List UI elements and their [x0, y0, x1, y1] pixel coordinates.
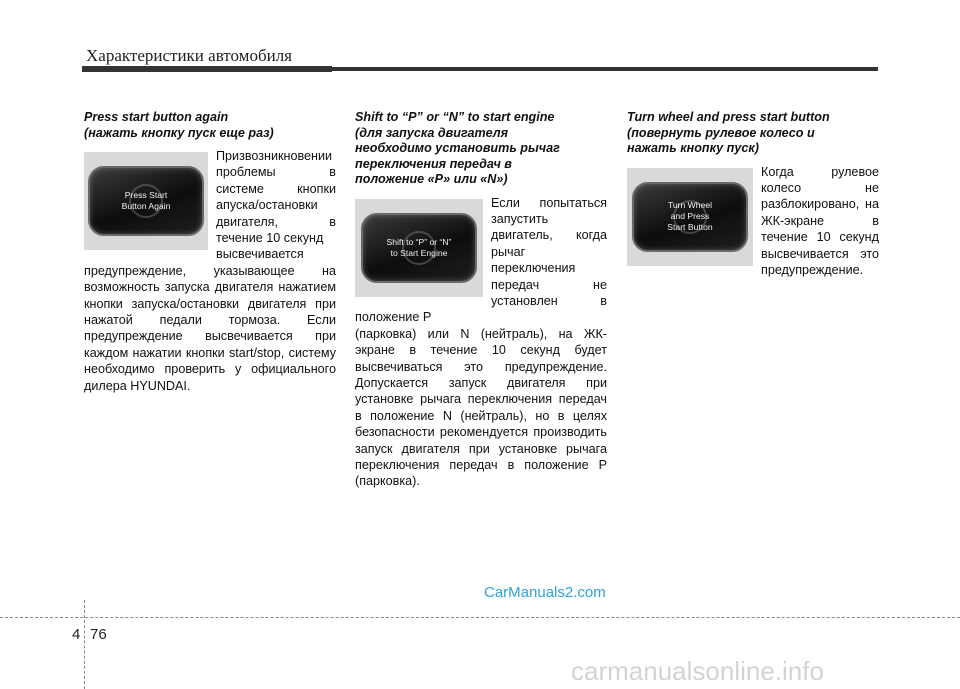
paragraph-intro: Когда рулевое колесо не разблокировано, на ЖК-экране в течение 10 секунд высвечивается это предупреждение. [761, 164, 879, 277]
heading-english: Shift to “P” or “N” to start engine [355, 110, 555, 124]
footer-rule [0, 617, 960, 618]
lcd-screen [361, 213, 477, 283]
heading-russian-3: переключения передач в [355, 156, 512, 171]
lcd-screen [632, 182, 748, 252]
paragraph-intro: Если попытаться запустить двигатель, когда рычаг переключения передач не установлен в положение P [355, 195, 607, 325]
lcd-screen [88, 166, 204, 236]
paragraph-body: высвечивается предупреждение, указывающее на возможность запуска двигателя нажатием кнопки запуска/остановки двигателя при нажатой педали тормоза. Если предупреждение высвечивается при каждом нажатии кнопки start/stop, систему необходимо проверить у официального дилера HYUNDAI. [84, 247, 336, 393]
lcd-message: Turn Wheel and Press Start Button [667, 200, 713, 232]
heading-russian-1: (повернуть рулевое колесо и [627, 125, 815, 140]
paragraph-body: (парковка) или N (нейтраль), на ЖК-экране в течение 10 секунд будет высвечиваться это предупреждение. Допускается запуск двигателя при установке рычага переключения передач в положение N (нейтраль), но в целях безопасности рекомендуется производить запуск двигателя при установке рычага переключения передач в положение P (парковка). [355, 326, 607, 489]
heading-russian-4: положение «P» или «N») [355, 172, 508, 186]
section-shift-p-n [355, 110, 607, 490]
paragraph-intro: Призвозникновении проблемы в системе кнопки апуска/остановки двигателя, в течение 10 секунд [216, 149, 336, 246]
section-heading [355, 110, 607, 188]
watermark-link[interactable]: CarManuals2.com [484, 584, 606, 601]
section-heading [627, 110, 879, 157]
heading-russian-2: необходимо установить рычаг [355, 141, 560, 155]
heading-english: Press start button again [84, 110, 229, 124]
header-rule-accent [82, 66, 332, 72]
lcd-warning-image [627, 168, 753, 266]
section-heading [84, 110, 336, 141]
footer-divider [84, 600, 85, 689]
heading-english: Turn wheel and press start button [627, 110, 830, 124]
lcd-warning-image [84, 152, 208, 250]
lcd-message: Shift to “P” or “N” to Start Engine [386, 236, 452, 258]
section-turn-wheel [627, 110, 879, 278]
page-header-title: Характеристики автомобиля [86, 46, 292, 65]
chapter-number: 4 [72, 626, 81, 643]
section-press-start-again [84, 110, 336, 394]
watermark-text: carmanualsonline.info [571, 656, 824, 686]
heading-russian-1: (для запуска двигателя [355, 125, 508, 140]
lcd-message: Press Start Button Again [121, 190, 171, 211]
heading-russian-2: нажать кнопку пуск) [627, 141, 759, 155]
heading-russian: (нажать кнопку пуск еще раз) [84, 125, 274, 140]
page-number: 76 [90, 626, 107, 643]
lcd-warning-image [355, 199, 483, 297]
